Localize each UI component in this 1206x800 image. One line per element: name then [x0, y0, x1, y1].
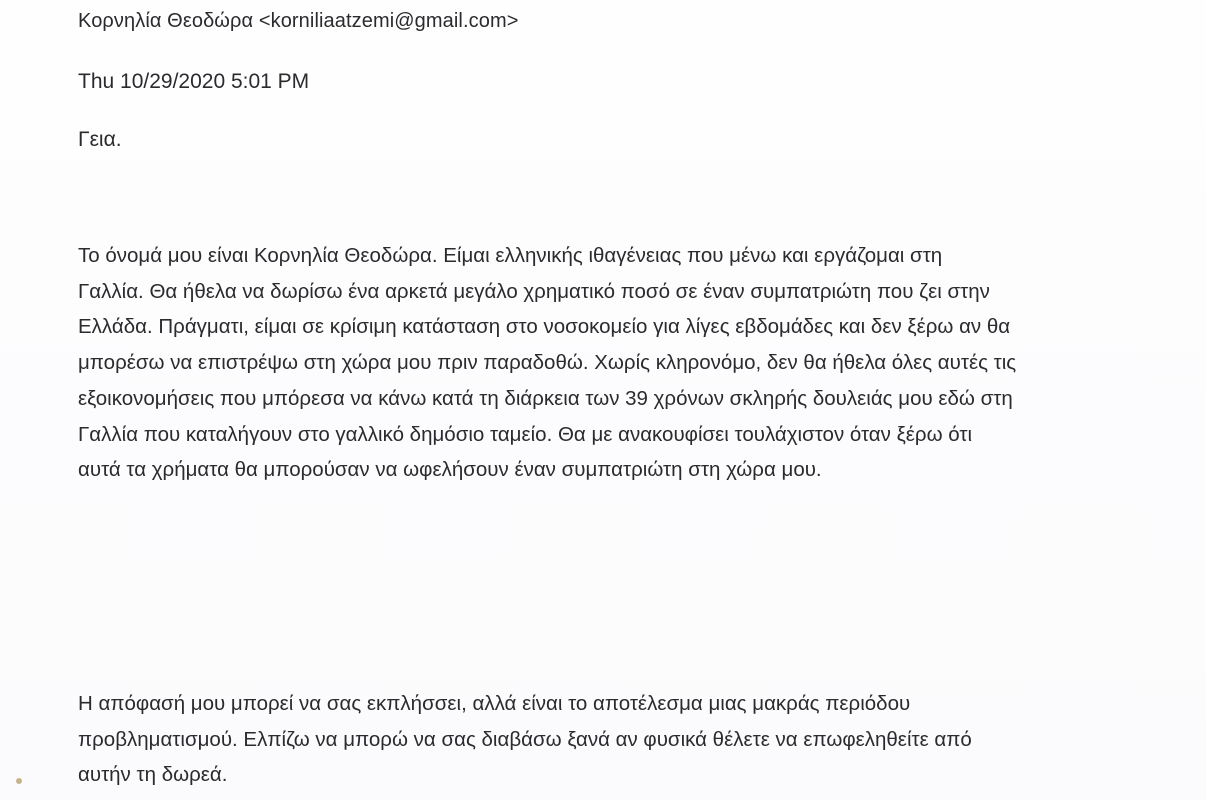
paragraph-line: Η απόφασή μου μπορεί να σας εκπλήσσει, αλλά είναι το αποτέλεσμα μιας μακράς περιόδου	[78, 692, 911, 715]
email-sender: Κορνηλία Θεοδώρα <korniliaatzemi@gmail.com>	[78, 10, 519, 32]
paragraph-line: Γαλλία που καταλήγουν στο γαλλικό δημόσιο ταμείο. Θα με ανακουφίσει τουλάχιστον όταν ξέρω ότι	[78, 422, 973, 446]
email-paragraph-1	[78, 238, 1178, 488]
paragraph-line: προβληματισμού. Ελπίζω να μπορώ να σας διαβάσω ξανά αν φυσικά θέλετε να επωφεληθείτε από	[78, 727, 972, 751]
paragraph-line: εξοικονομήσεις που μπόρεσα να κάνω κατά τη διάρκεια των 39 χρόνων σκληρής δουλειάς μου εδώ στη	[78, 386, 1013, 410]
email-greeting: Γεια.	[78, 128, 122, 151]
paragraph-line: Ελλάδα. Πράγματι, είμαι σε κρίσιμη κατάσταση στο νοσοκομείο για λίγες εβδομάδες και δεν ξέρω αν θα	[78, 315, 1011, 339]
paragraph-line: Γαλλία. Θα ήθελα να δωρίσω ένα αρκετά μεγάλο χρηματικό ποσό σε έναν συμπατριώτη που ζει στην	[78, 279, 990, 303]
paragraph-line: αυτήν τη δωρεά.	[78, 763, 228, 787]
email-paragraph-2	[78, 686, 1178, 793]
paragraph-line: Το όνομά μου είναι Κορνηλία Θεοδώρα. Είμαι ελληνικής ιθαγένειας που μένω και εργάζομαι στη	[78, 244, 943, 267]
scan-speck	[16, 778, 22, 784]
paragraph-line: αυτά τα χρήματα θα μπορούσαν να ωφελήσουν έναν συμπατριώτη στη χώρα μου.	[78, 458, 822, 482]
email-date: Thu 10/29/2020 5:01 PM	[78, 70, 310, 93]
paragraph-line: μπορέσω να επιστρέψω στη χώρα μου πριν παραδοθώ. Χωρίς κληρονόμο, δεν θα ήθελα όλες αυτές τις	[78, 351, 1017, 375]
